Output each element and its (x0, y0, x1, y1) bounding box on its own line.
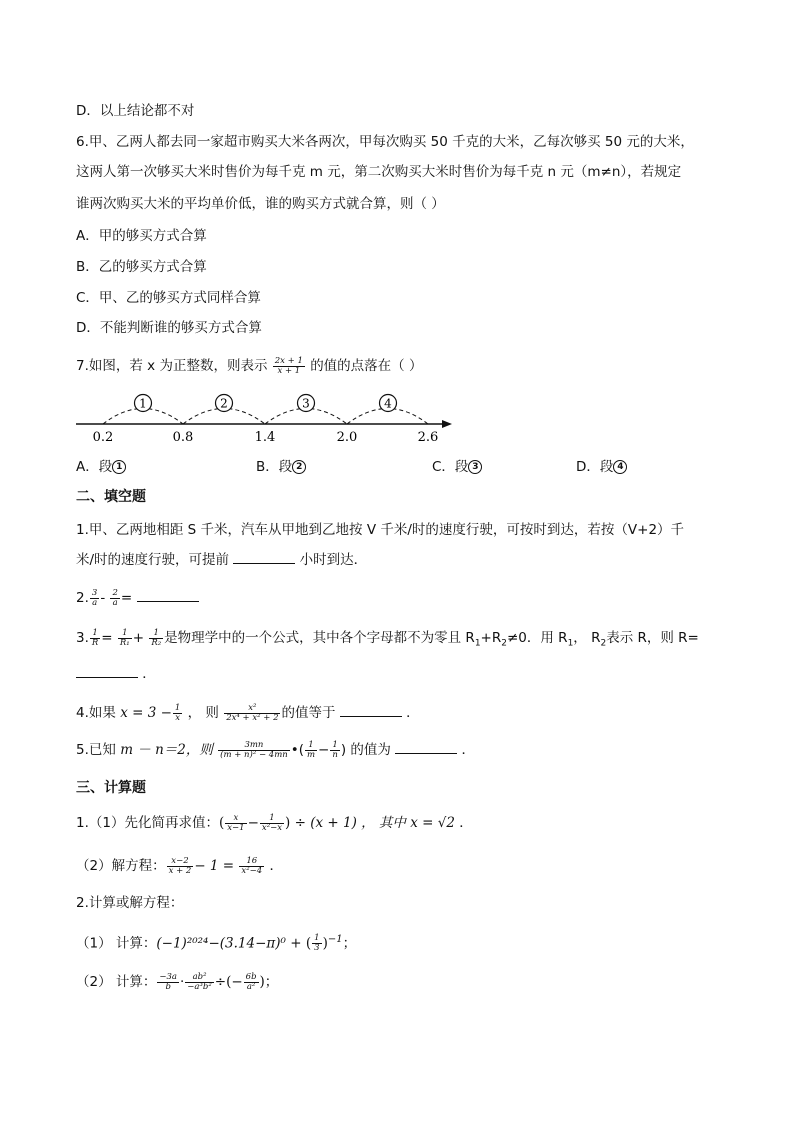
section-fill-in-title: 二、填空题 (76, 489, 146, 505)
fill-4: 4.如果 x = 3 − $\frac{1}{x}$ ， 则 $\frac{\text{x²}}{\text{2x⁴ + x² + 2}}$ 的值等于 ． (76, 702, 420, 723)
tick-label-1.4: 1.4 (254, 430, 276, 445)
tick-label-2.0: 2.0 (336, 430, 358, 445)
fill-3-line1: 3. $\frac{1}{R}$ = $\frac{1}{\text{R₁}}$ + $\frac{1}{\text{R₂}}$ 是物理学中的一个公式，其中各个字母都不为零且 $R_1+R_2\ne 0$．用 $R_1$， $R_2$表示 R，则 R= (76, 627, 699, 649)
q6-option-b: B．乙的够买方式合算 (76, 259, 207, 275)
q7-stem-pre: 7.如图，若 x 为正整数，则表示 (76, 358, 268, 374)
fill-3-line2: ． (76, 664, 156, 684)
fill-2-frac-1: $\frac{3}{a}$ (91, 587, 98, 608)
fill-3-frac-1: $\frac{1}{R}$ (91, 627, 99, 648)
svg-text:2: 2 (220, 396, 228, 411)
q7-stem-post: 的值的点落在（ ） (310, 358, 423, 374)
fill-5-frac-3: $\frac{1}{n}$ (332, 739, 338, 760)
option-5d: D．以上结论都不对 (76, 103, 195, 119)
segment-label-2 (216, 395, 233, 412)
section-calculation-title: 三、计算题 (76, 780, 146, 796)
q7-option-a: A．段 1 (76, 455, 126, 475)
calc-2-part2: （2） 计算： $\frac{-3a}{b}$ · $\frac{\text{ab²}}{\text{−a³b²}}$ ÷(− $\frac{6b}{\text{a²}}$ )； (76, 971, 279, 992)
q7-frac-den: x + 1 (277, 365, 301, 376)
calc-2-frac-1: $\frac{1}{3}$ (314, 933, 320, 953)
q7-option-b: B．段 2 (256, 455, 306, 475)
answer-blank[interactable] (340, 704, 402, 717)
fill-3-frac-2: $\frac{1}{\text{R₁}}$ (119, 627, 130, 648)
calc-2-frac-4: $\frac{6b}{\text{a²}}$ (245, 971, 257, 992)
q6-line1: 6.甲、乙两人都去同一家超市购买大米各两次，甲每次购买 50 千克的大米，乙每次够买 50 元的大米， (76, 134, 694, 150)
svg-text:1: 1 (139, 396, 147, 411)
fill-3-frac-3: $\frac{1}{\text{R₂}}$ (151, 627, 162, 648)
number-line-figure (0, 388, 794, 448)
answer-blank[interactable] (76, 665, 138, 678)
fill-2: 2. $\frac{3}{a}$ - $\frac{2}{a}$ = (76, 588, 199, 608)
calc-2-part1: （1） 计算：(−1)²⁰²⁴−(3.14−π)⁰ + ( $\frac{1}{3}$ )$^{-1}$； (76, 933, 357, 953)
fill-4-frac-1: $\frac{1}{x}$ (174, 702, 181, 723)
q7-frac-num: 2x + 1 (274, 355, 303, 366)
fill-1-line2: 米/时的速度行驶，可提前 小时到达． (76, 552, 368, 568)
q7-option-d: D．段 4 (576, 455, 627, 475)
calc-2-header: 2.计算或解方程： (76, 895, 184, 911)
tick-label-2.6: 2.6 (417, 430, 439, 445)
q6-option-d: D．不能判断谁的够买方式合算 (76, 320, 262, 336)
fill-4-frac-2: $\frac{\text{x²}}{\text{2x⁴ + x² + 2}}$ (226, 702, 279, 723)
q6-option-c: C．甲、乙的够买方式同样合算 (76, 290, 261, 306)
q7-fraction (273, 357, 305, 376)
answer-blank[interactable] (233, 551, 295, 564)
calc-1-frac-4: $\frac{16}{\text{x²−4}}$ (241, 855, 263, 876)
svg-text:3: 3 (302, 396, 310, 411)
calc-1-frac-3: $\frac{x-2}{x + 2}$ (168, 855, 192, 876)
number-line-arrow (442, 420, 452, 428)
fill-2-frac-2: $\frac{2}{a}$ (112, 587, 118, 608)
q7-stem (76, 356, 422, 376)
segment-label-3 (298, 395, 315, 412)
segment-label-4 (380, 395, 397, 412)
answer-blank[interactable] (137, 589, 199, 602)
q6-line3: 谁两次购买大米的平均单价低，谁的购买方式就合算，则（ ） (76, 196, 445, 212)
calc-1-frac-1: $\frac{x}{x-1}$ (227, 812, 245, 833)
q7-option-c: C．段 3 (432, 455, 482, 475)
calc-2-frac-2: $\frac{-3a}{b}$ (159, 971, 177, 992)
fill-5-frac-2: $\frac{1}{m}$ (306, 739, 316, 760)
calc-2-frac-3: $\frac{\text{ab²}}{\text{−a³b²}}$ (187, 971, 212, 992)
fill-1-line1: 1.甲、乙两地相距 S 千米，汽车从甲地到乙地按 V 千米/时的速度行驶，可按时到达，若按（V+2）千 (76, 522, 685, 538)
calc-1-frac-2: $\frac{1}{\text{x²−x}}$ (261, 812, 283, 833)
fill-5: 5.已知 m － n＝2，则 $\frac{3mn}{\text{(m + n)² − 4mn}}$ •( $\frac{1}{m}$ − $\frac{1}{n}$ ) 的值为 ． (76, 739, 475, 760)
fill-5-frac-1: $\frac{3mn}{\text{(m + n)² − 4mn}}$ (220, 739, 288, 760)
tick-label-0.8: 0.8 (172, 430, 194, 445)
calc-1-part2: （2）解方程： $\frac{x-2}{x + 2}$ − 1 = $\frac{16}{\text{x²−4}}$ ． (76, 855, 283, 876)
answer-blank[interactable] (395, 741, 457, 754)
segment-label-1 (135, 395, 152, 412)
calc-1-part1: 1.（1）先化简再求值：( $\frac{x}{x-1}$ − $\frac{1}{\text{x²−x}}$ ) ÷ (x + 1) ， 其中 x = √2 ． (76, 812, 473, 833)
q6-line2: 这两人第一次够买大米时售价为每千克 m 元，第二次购买大米时售价为每千克 n 元（m≠n），若规定 (76, 164, 682, 180)
tick-label-0.2: 0.2 (92, 430, 114, 445)
svg-text:4: 4 (384, 396, 392, 411)
q6-option-a: A．甲的够买方式合算 (76, 228, 207, 244)
